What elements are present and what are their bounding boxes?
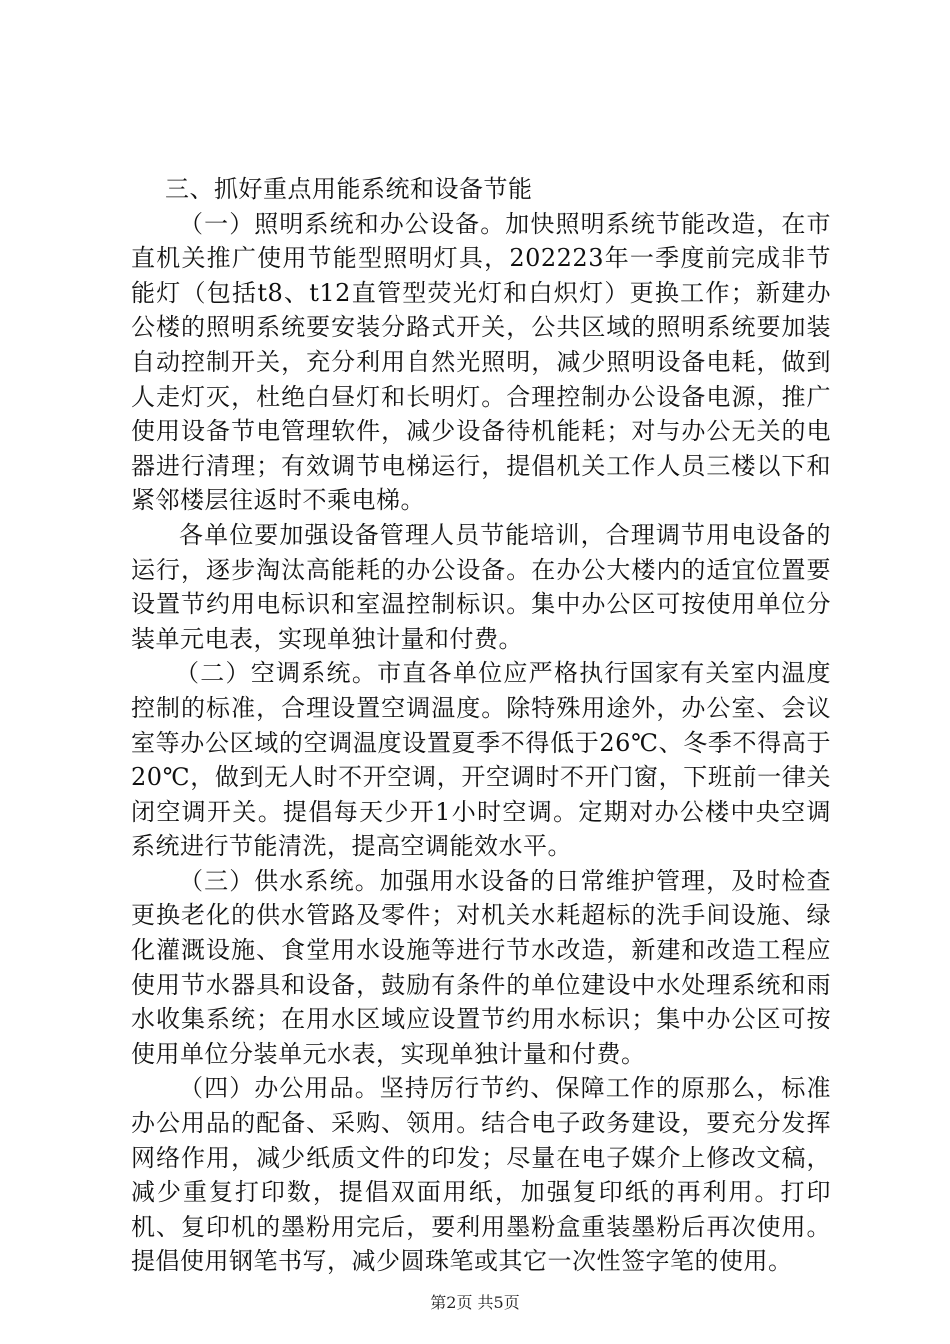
paragraph-water-supply: （三）供水系统。加强用水设备的日常维护管理，及时检查更换老化的供水管路及零件；对机关水耗超标的洗手间设施、绿化灌溉设施、食堂用水设施等进行节水改造，新建和改造工程应使用节水器具和设备，鼓励有条件的单位建设中水处理系统和雨水收集系统；在用水区域应设置节约用水标识；集中办公区可按使用单位分装单元水表，实现单独计量和付费。	[131, 866, 831, 1068]
section-heading: 三、抓好重点用能系统和设备节能	[165, 175, 533, 203]
document-body	[131, 172, 831, 1279]
paragraph-air-conditioning: （二）空调系统。市直各单位应严格执行国家有关室内温度控制的标准，合理设置空调温度。除特殊用途外，办公室、会议室等办公区域的空调温度设置夏季不得低于26℃、冬季不得高于20℃，做到无人时不开空调，开空调时不开门窗，下班前一律关闭空调开关。提倡每天少开1小时空调。定期对办公楼中央空调系统进行节能清洗，提高空调能效水平。	[131, 659, 831, 861]
paragraph-office-supplies: （四）办公用品。坚持厉行节约、保障工作的原那么，标准办公用品的配备、采购、领用。结合电子政务建设，要充分发挥网络作用，减少纸质文件的印发；尽量在电子媒介上修改文稿，减少重复打印数，提倡双面用纸，加强复印纸的再利用。打印机、复印机的墨粉用完后，要利用墨粉盒重装墨粉后再次使用。提倡使用钢笔书写，减少圆珠笔或其它一次性签字笔的使用。	[131, 1074, 831, 1276]
page-number-footer: 第2页 共5页	[430, 1293, 520, 1312]
paragraph-lighting: （一）照明系统和办公设备。加快照明系统节能改造，在市直机关推广使用节能型照明灯具，202223年一季度前完成非节能灯（包括t8、t12直管型荧光灯和白炽灯）更换工作；新建办公楼的照明系统要安装分路式开关，公共区域的照明系统要加装自动控制开关，充分利用自然光照明，减少照明设备电耗，做到人走灯灭，杜绝白昼灯和长明灯。合理控制办公设备电源，推广使用设备节电管理软件，减少设备待机能耗；对与办公无关的电器进行清理；有效调节电梯运行，提倡机关工作人员三楼以下和紧邻楼层往返时不乘电梯。	[131, 209, 831, 515]
paragraph-equipment-training: 各单位要加强设备管理人员节能培训，合理调节用电设备的运行，逐步淘汰高能耗的办公设备。在办公大楼内的适宜位置要设置节约用电标识和室温控制标识。集中办公区可按使用单位分装单元电表，实现单独计量和付费。	[131, 520, 831, 653]
